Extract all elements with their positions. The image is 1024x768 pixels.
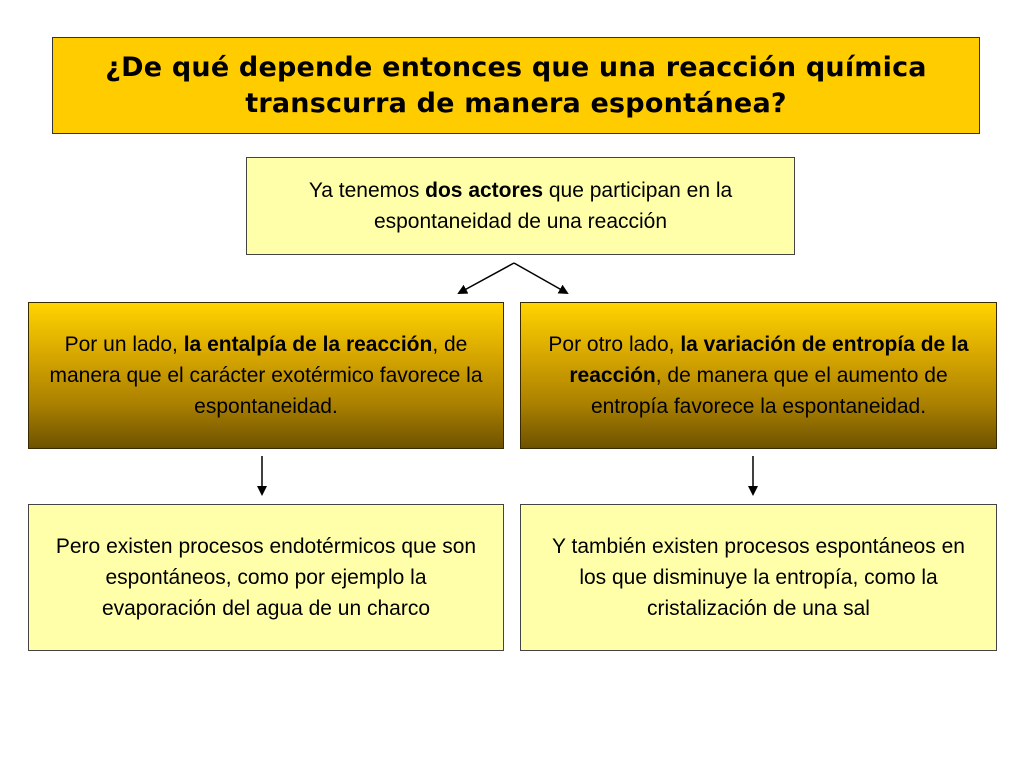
title-line-1: ¿De qué depende entonces que una reacción química [105, 51, 927, 83]
enthalpy-text-pre: Por un lado, [64, 333, 184, 356]
title-box [52, 37, 980, 134]
enthalpy-text-post: , de manera que el carácter exotérmico favorece la espontaneidad. [49, 333, 483, 418]
intro-box [246, 157, 795, 255]
intro-text-post: que participan en la espontaneidad de una reacción [373, 179, 733, 233]
endothermic-example-box [28, 504, 504, 651]
entropy-text-post: , de manera que el aumento de entropía favorece la espontaneidad. [590, 364, 948, 418]
entropy-text-pre: Por otro lado, [548, 333, 681, 356]
intro-text-bold: dos actores [425, 179, 544, 202]
entropy-decrease-example-text: Y también existen procesos espontáneos en los que disminuye la entropía, como la cristalización de una sal [552, 535, 965, 620]
enthalpy-text [41, 329, 491, 422]
intro-text-pre: Ya tenemos [308, 179, 426, 202]
arrow-to-right-factor [514, 263, 567, 293]
enthalpy-text-bold: la entalpía de la reacción [183, 333, 433, 356]
entropy-box [520, 302, 997, 449]
arrow-to-left-factor [459, 263, 514, 293]
entropy-decrease-example-box [520, 504, 997, 651]
title-line-2: transcurra de manera espontánea? [245, 87, 787, 119]
endothermic-example-text: Pero existen procesos endotérmicos que son espontáneos, como por ejemplo la evaporación del agua de un charco [55, 535, 477, 620]
intro-text [257, 175, 784, 237]
slide-title [105, 50, 926, 122]
enthalpy-box [28, 302, 504, 449]
entropy-text-bold: la variación de entropía de la reacción [569, 333, 969, 387]
entropy-text [533, 329, 984, 422]
